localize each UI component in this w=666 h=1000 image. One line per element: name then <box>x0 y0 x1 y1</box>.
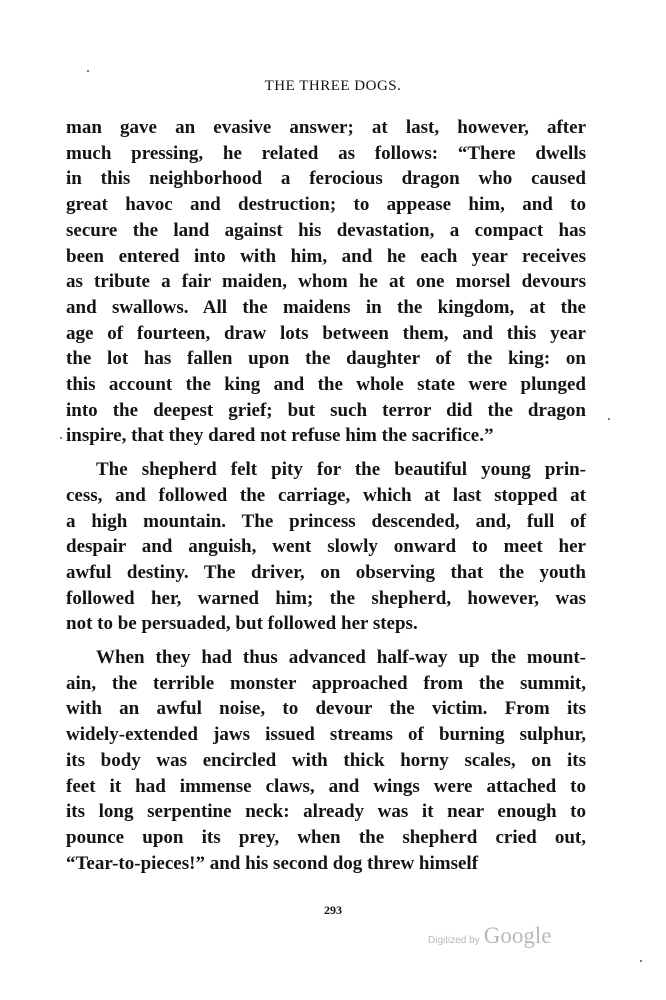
text-line: cess, and followed the carriage, which at last stopped at <box>66 484 586 506</box>
text-line: its body was encircled with thick horny scales, on its <box>66 749 586 771</box>
scan-speck <box>87 70 89 72</box>
watermark-google: Google <box>483 923 552 948</box>
body-text <box>66 115 586 876</box>
text-line: as tribute a fair maiden, whom he at one morsel devours <box>66 271 586 293</box>
page-number: 293 <box>324 903 342 917</box>
text-line: awful destiny. The driver, on observing that the youth <box>66 561 586 583</box>
text-line: its long serpentine neck: already was it near enough to <box>66 801 586 823</box>
text-line: and swallows. All the maidens in the kingdom, at the <box>66 296 586 318</box>
text-line: this account the king and the whole state were plunged <box>66 374 586 396</box>
text-line: man gave an evasive answer; at last, however, after <box>66 117 586 138</box>
paragraph <box>66 115 586 449</box>
text-line: with an awful noise, to devour the victim. From its <box>66 698 586 720</box>
text-line: a high mountain. The princess descended, and, full of <box>66 510 586 532</box>
paragraph-gap <box>66 637 586 645</box>
text-line: The shepherd felt pity for the beautiful young prin- <box>96 459 586 481</box>
text-line: “Tear-to-pieces!” and his second dog threw himself <box>66 852 479 874</box>
text-line: despair and anguish, went slowly onward to meet her <box>66 536 586 558</box>
text-line: When they had thus advanced half-way up the mount- <box>96 647 586 669</box>
watermark-digitized-by: Digitized by <box>428 935 480 946</box>
scan-speck <box>60 437 62 439</box>
text-line: great havoc and destruction; to appease him, and to <box>66 194 586 216</box>
text-line: not to be persuaded, but followed her steps. <box>66 613 418 635</box>
text-line: secure the land against his devastation, a compact has <box>66 219 586 241</box>
scan-speck <box>608 418 610 420</box>
digitized-by-google-watermark <box>428 923 551 949</box>
paragraph-gap <box>66 449 586 457</box>
text-line: ain, the terrible monster approached from the summit, <box>66 672 586 694</box>
text-line: age of fourteen, draw lots between them, and this year <box>66 322 586 344</box>
text-line: been entered into with him, and he each year receives <box>66 245 586 267</box>
text-line: pounce upon its prey, when the shepherd cried out, <box>66 826 586 848</box>
text-line: inspire, that they dared not refuse him the sacrifice.” <box>66 425 494 447</box>
text-line: into the deepest grief; but such terror did the dragon <box>66 399 586 421</box>
text-line: much pressing, he related as follows: “There dwells <box>66 142 586 164</box>
text-line: widely-extended jaws issued streams of burning sulphur, <box>66 724 586 746</box>
text-line: feet it had immense claws, and wings were attached to <box>66 775 586 797</box>
text-line: the lot has fallen upon the daughter of the king: on <box>66 348 586 370</box>
text-line: followed her, warned him; the shepherd, however, was <box>66 587 586 609</box>
paragraph <box>66 645 586 876</box>
page-header: THE THREE DOGS. <box>264 78 402 94</box>
paragraph <box>66 457 586 637</box>
text-line: in this neighborhood a ferocious dragon who caused <box>66 168 586 190</box>
scan-speck <box>640 960 642 962</box>
